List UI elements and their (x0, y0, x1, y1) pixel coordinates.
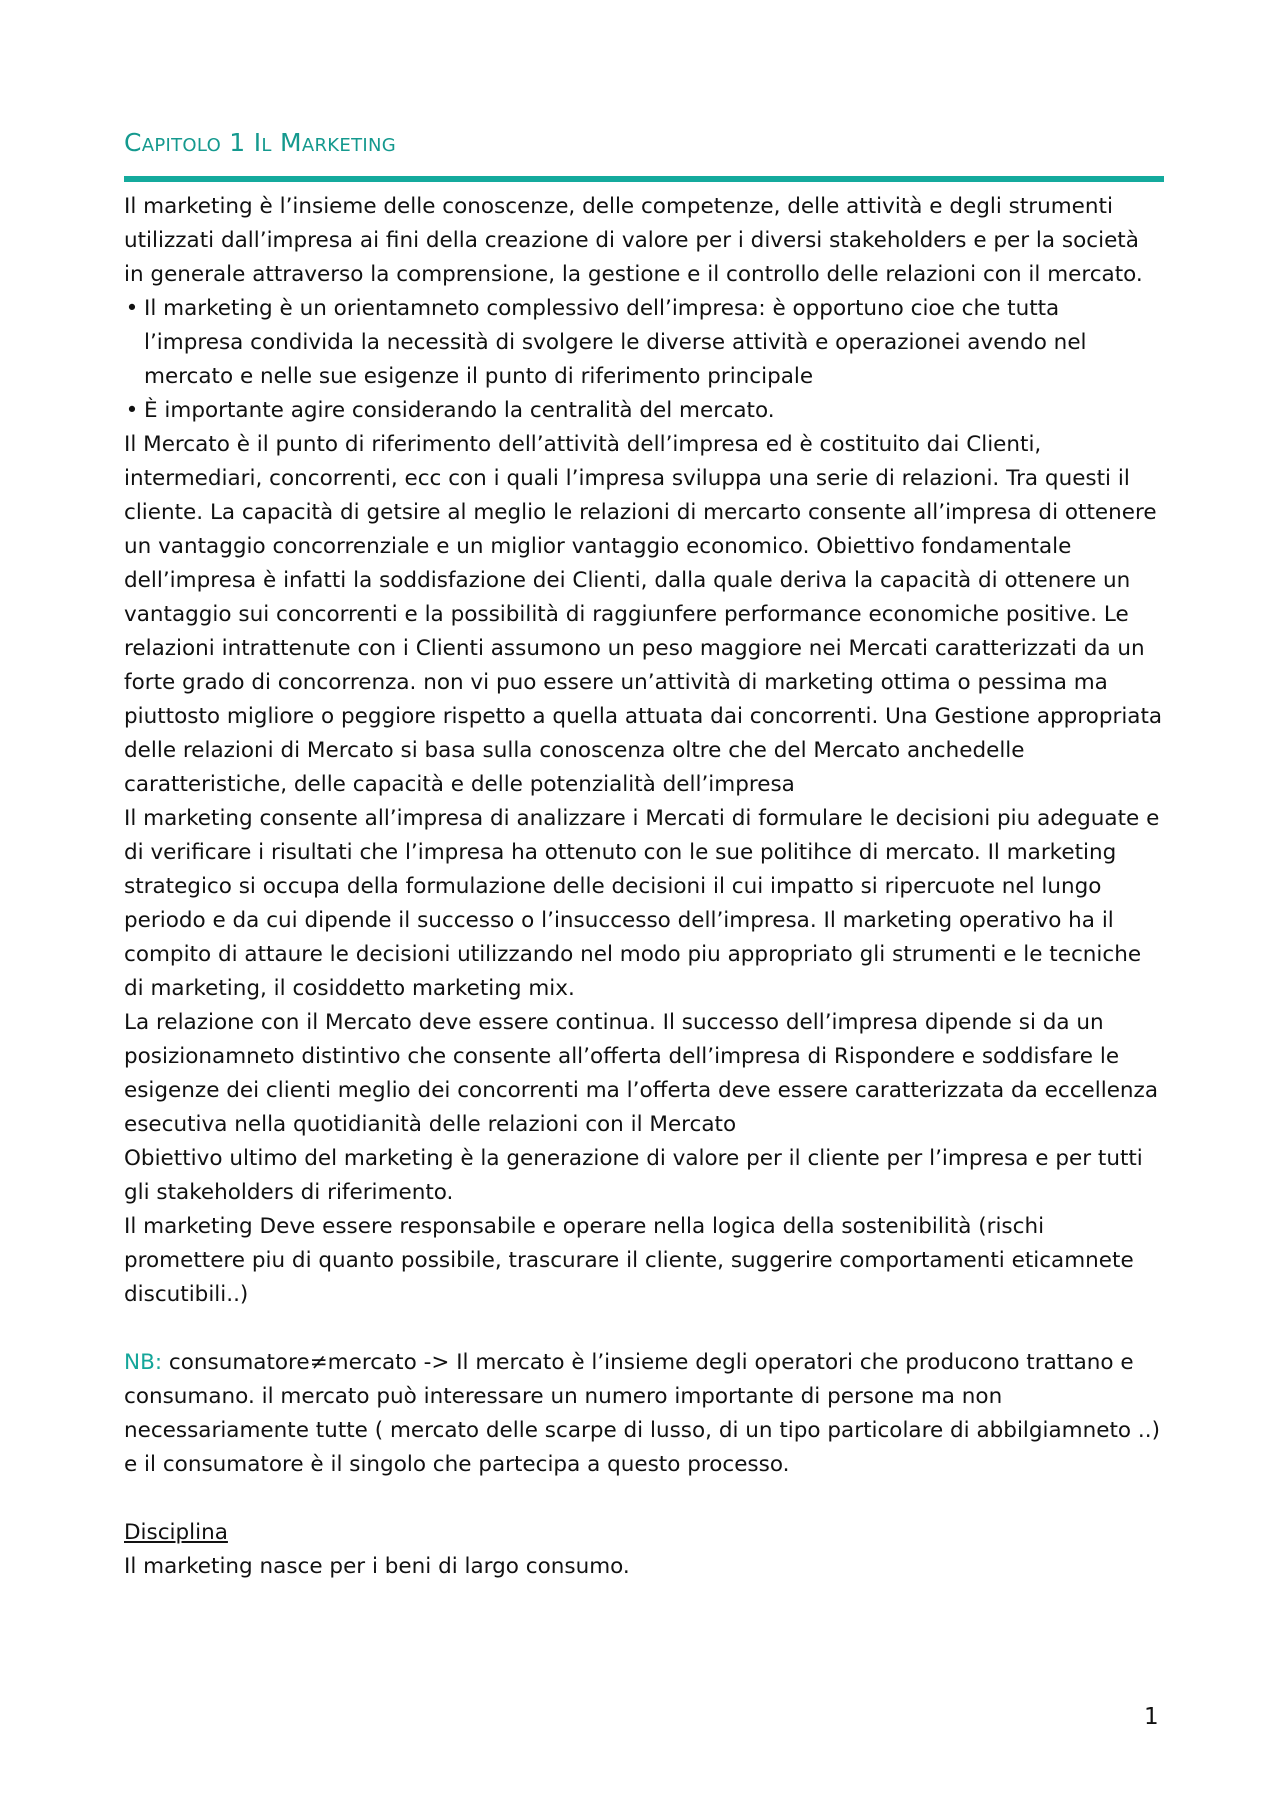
note-label: NB: (124, 1350, 163, 1375)
bullet-list (124, 292, 1164, 428)
document-body (124, 190, 1164, 1584)
spacer (124, 1312, 1164, 1346)
list-item (124, 292, 1164, 394)
section-text: Il marketing nasce per i beni di largo consumo. (124, 1554, 630, 1579)
list-item-text: Il marketing è un orientamneto complessivo dell’impresa: è opportuno cioe che tutta l’impresa condivida la necessità di svolgere le diverse attività e operazionei avendo nel mercato e nelle sue esigenze il punto di riferimento principale (144, 296, 1087, 389)
paragraph-relazione: La relazione con il Mercato deve essere continua. Il successo dell’impresa dipende si da un posizionamneto distintivo che consente all’offerta dell’impresa di Rispondere e soddisfare le esigenze dei clienti meglio dei concorrenti ma l’offerta deve essere caratterizzata da eccellenza esecutiva nella quotidianità delle relazioni con il Mercato (124, 1010, 1159, 1137)
chapter-title: Capitolo 1 Il Marketing (124, 128, 396, 157)
paragraph-mercato: Il Mercato è il punto di riferimento dell’attività dell’impresa ed è costituito dai Clienti, intermediari, concorrenti, ecc con i quali l’impresa sviluppa una serie di relazioni. Tra questi il cliente. La capacità di getsire al meglio le relazioni di mercarto consente all’impresa di ottenere un vantaggio concorrenziale e un miglior vantaggio economico. Obiettivo fondamentale dell’impresa è infatti la soddisfazione dei Clienti, dalla quale deriva la capacità di ottenere un vantaggio sui concorrenti e la possibilità di raggiunfere performance economiche positive. Le relazioni intrattenute con i Clienti assumono un peso maggiore nei Mercati caratterizzati da un forte grado di concorrenza. non vi puo essere un’attività di marketing ottima o pessima ma piuttosto migliore o peggiore rispetto a quella attuata dai concorrenti. Una Gestione appropriata delle relazioni di Mercato si basa sulla conoscenza oltre che del Mercato anchedelle caratteristiche, delle capacità e delle potenzialità dell’impresa (124, 432, 1163, 797)
paragraph-responsabile: Il marketing Deve essere responsabile e operare nella logica della sostenibilità (rischi promettere piu di quanto possibile, trascurare il cliente, suggerire comportamenti eticamnete discutibili..) (124, 1214, 1134, 1307)
bullet-icon: • (125, 296, 139, 321)
note-paragraph (124, 1346, 1164, 1482)
title-rule (124, 176, 1164, 182)
paragraph-obiettivo: Obiettivo ultimo del marketing è la generazione di valore per il cliente per l’impresa e per tutti gli stakeholders di riferimento. (124, 1146, 1143, 1205)
section-heading: Disciplina (124, 1520, 228, 1545)
intro-paragraph: Il marketing è l’insieme delle conoscenze, delle competenze, delle attività e degli strumenti utilizzati dall’impresa ai fini della creazione di valore per i diversi stakeholders e per la società in generale attraverso la comprensione, la gestione e il controllo delle relazioni con il mercato. (124, 194, 1143, 287)
paragraph-strategico: Il marketing consente all’impresa di analizzare i Mercati di formulare le decisioni piu adeguate e di verificare i risultati che l’impresa ha ottenuto con le sue politihce di mercato. Il marketing strategico si occupa della formulazione delle decisioni il cui impatto si ripercuote nel lungo periodo e da cui dipende il successo o l’insuccesso dell’impresa. Il marketing operativo ha il compito di attaure le decisioni utilizzando nel modo piu appropriato gli strumenti e le tecniche di marketing, il cosiddetto marketing mix. (124, 806, 1160, 1001)
list-item-text: È importante agire considerando la centralità del mercato. (144, 398, 775, 423)
spacer (124, 1482, 1164, 1516)
document-page (124, 126, 1164, 1584)
bullet-icon: • (125, 398, 139, 423)
note-text: consumatore≠mercato -> Il mercato è l’insieme degli operatori che producono trattano e consumano. il mercato può interessare un numero importante di persone ma non necessariamente tutte ( mercato delle scarpe di lusso, di un tipo particolare di abbilgiamneto ..) e il consumatore è il singolo che partecipa a questo processo. (124, 1350, 1160, 1477)
list-item (124, 394, 1164, 428)
page-number: 1 (1144, 1704, 1159, 1730)
